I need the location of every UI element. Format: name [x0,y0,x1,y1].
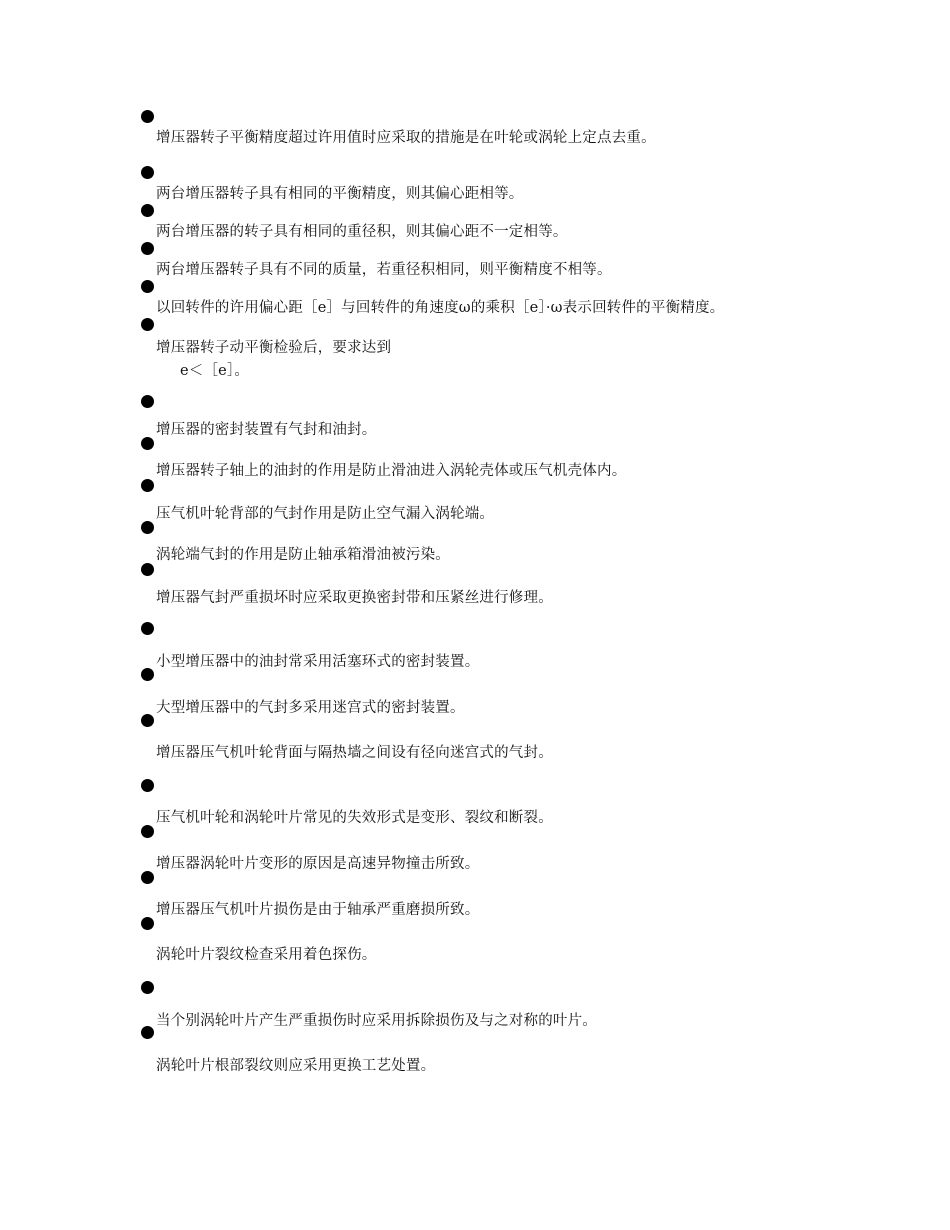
list-item: 压气机叶轮和涡轮叶片常见的失效形式是变形、裂纹和断裂。 [156,810,553,826]
list-item: 增压器转子动平衡检验后，要求达到 [156,340,392,356]
bullet [141,779,154,792]
list-item-continuation: e＜［e］。 [180,363,250,379]
bullet [141,622,154,635]
list-item: 涡轮叶片根部裂纹则应采用更换工艺处置。 [156,1058,436,1074]
list-item: 涡轮叶片裂纹检查采用着色探伤。 [156,947,377,963]
list-item: 两台增压器的转子具有相同的重径积，则其偏心距不一定相等。 [156,224,568,240]
bullet [141,242,154,255]
bullet [141,521,154,534]
list-item: 以回转件的许用偏心距［e］与回转件的角速度ω的乘积［e］·ω表示回转件的平衡精度。 [156,300,725,316]
bullet [141,110,154,123]
list-item: 增压器气封严重损坏时应采取更换密封带和压紧丝进行修理。 [156,590,553,606]
list-item: 两台增压器转子具有相同的平衡精度，则其偏心距相等。 [156,186,524,202]
list-item: 增压器的密封装置有气封和油封。 [156,422,377,438]
bullet [141,204,154,217]
list-item: 当个别涡轮叶片产生严重损伤时应采用拆除损伤及与之对称的叶片。 [156,1013,597,1029]
list-item: 两台增压器转子具有不同的质量，若重径积相同，则平衡精度不相等。 [156,262,612,278]
bullet [141,280,154,293]
list-item: 增压器转子轴上的油封的作用是防止滑油进入涡轮壳体或压气机壳体内。 [156,463,627,479]
list-item: 涡轮端气封的作用是防止轴承箱滑油被污染。 [156,547,450,563]
bullet [141,395,154,408]
list-item: 增压器压气机叶片损伤是由于轴承严重磨损所致。 [156,902,480,918]
list-item: 小型增压器中的油封常采用活塞环式的密封装置。 [156,654,480,670]
bullet [141,437,154,450]
list-item: 压气机叶轮背部的气封作用是防止空气漏入涡轮端。 [156,506,495,522]
list-item: 大型增压器中的气封多采用迷宫式的密封装置。 [156,700,465,716]
bullet [141,166,154,179]
list-item: 增压器转子平衡精度超过许用值时应采取的措施是在叶轮或涡轮上定点去重。 [156,130,656,146]
list-item: 增压器压气机叶轮背面与隔热墙之间设有径向迷宫式的气封。 [156,745,553,761]
bullet [141,479,154,492]
bullet [141,825,154,838]
list-item: 增压器涡轮叶片变形的原因是高速异物撞击所致。 [156,856,480,872]
bullet [141,563,154,576]
bullet [141,871,154,884]
bullet [141,318,154,331]
bullet [141,981,154,994]
bullet [141,714,154,727]
bullet [141,668,154,681]
bullet [141,1026,154,1039]
bullet [141,917,154,930]
